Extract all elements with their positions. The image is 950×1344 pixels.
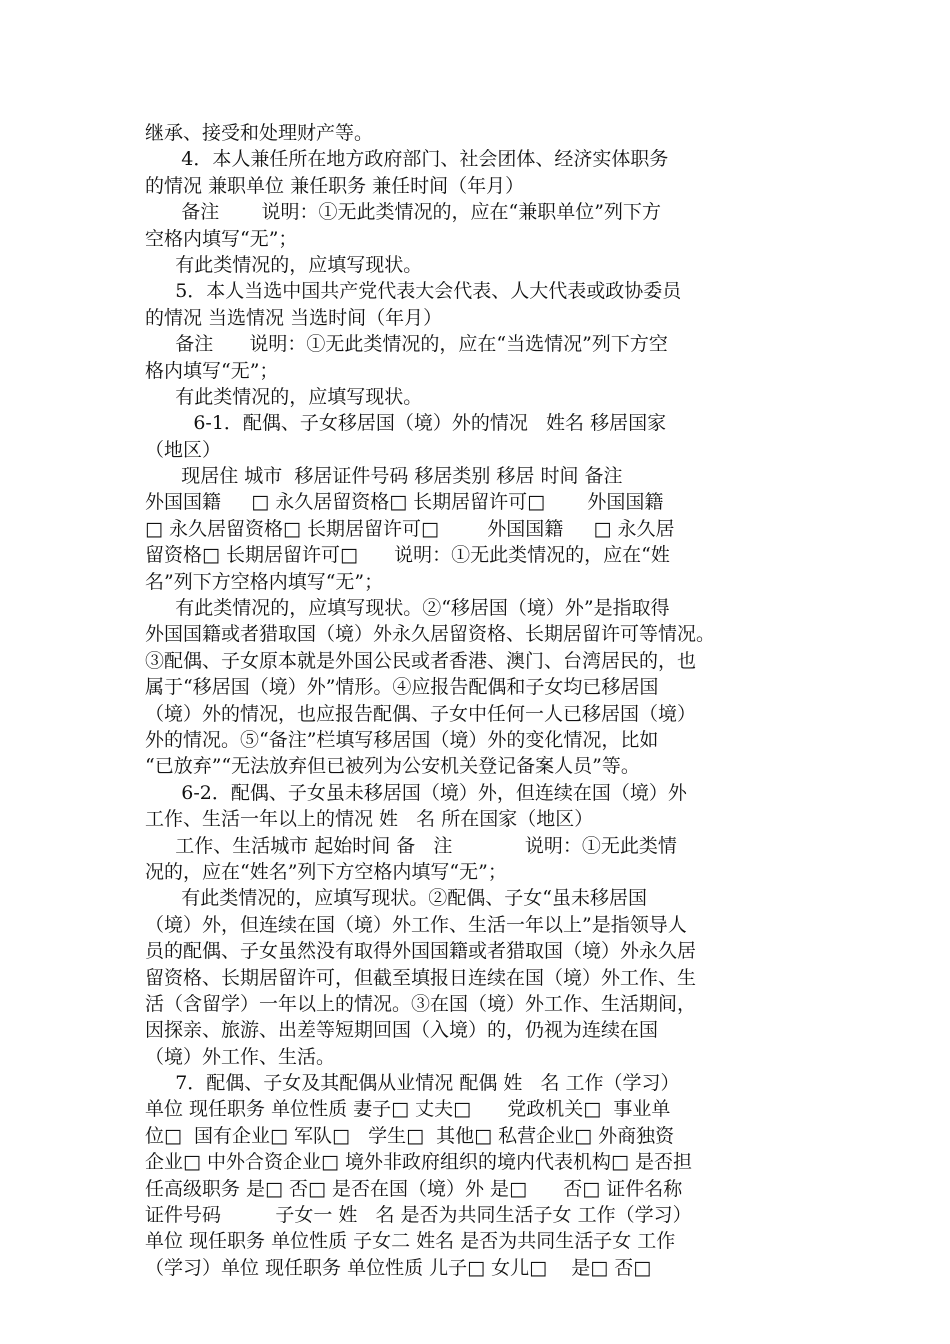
text-line: 留资格□ 长期居留许可□ 说明：①无此类情况的，应在“姓	[145, 544, 670, 567]
text-line: ③配偶、子女原本就是外国公民或者香港、澳门、台湾居民的，也	[145, 649, 697, 672]
text-line: □ 永久居留资格□ 长期居留许可□ 外国国籍 □ 永久居	[145, 517, 675, 540]
text-line: 外国国籍或者猎取国（境）外永久居留资格、长期居留许可等情况。	[145, 623, 716, 646]
text-line: 6-1．配偶、子女移居国（境）外的情况 姓名 移居国家	[145, 412, 667, 435]
text-line: 备注 说明：①无此类情况的，应在“当选情况”列下方空	[145, 333, 668, 356]
text-line: 外国国籍 □ 永久居留资格□ 长期居留许可□ 外国国籍	[145, 491, 664, 514]
text-line: 6-2．配偶、子女虽未移居国（境）外，但连续在国（境）外	[145, 781, 687, 804]
text-line: （境）外工作、生活。	[145, 1045, 336, 1068]
text-line: 的情况 兼职单位 兼任职务 兼任时间（年月）	[145, 174, 525, 197]
text-line: 现居住 城市 移居证件号码 移居类别 移居 时间 备注	[145, 465, 623, 488]
text-line: 备注 说明：①无此类情况的，应在“兼职单位”列下方	[145, 201, 661, 224]
text-line: 工作、生活城市 起始时间 备 注 说明：①无此类情	[145, 834, 677, 857]
text-line: 继承、接受和处理财产等。	[145, 122, 374, 144]
text-line: 活（含留学）一年以上的情况。③在国（境）外工作、生活期间，	[145, 992, 697, 1015]
text-line: 留资格、长期居留许可，但截至填报日连续在国（境）外工作、生	[145, 966, 697, 989]
text-line: 单位 现任职务 单位性质 妻子□ 丈夫□ 党政机关□ 事业单	[145, 1098, 671, 1121]
text-line: 员的配偶、子女虽然没有取得外国国籍或者猎取国（境）外永久居	[145, 940, 697, 963]
text-line: “已放弃”“无法放弃但已被列为公安机关登记备案人员”等。	[145, 755, 640, 778]
text-line: 外的情况。⑤“备注”栏填写移居国（境）外的变化情况，比如	[145, 728, 659, 751]
text-line: 有此类情况的，应填写现状。②“移居国（境）外”是指取得	[145, 597, 670, 620]
text-line: 4．本人兼任所在地方政府部门、社会团体、经济实体职务	[145, 148, 669, 171]
text-line: 工作、生活一年以上的情况 姓 名 所在国家（地区）	[145, 808, 594, 831]
text-line: 任高级职务 是□ 否□ 是否在国（境）外 是□ 否□ 证件名称	[145, 1177, 683, 1200]
document-body	[145, 120, 810, 1281]
text-line: （境）外，但连续在国（境）外工作、生活一年以上”是指领导人	[145, 913, 687, 936]
text-line: 7．配偶、子女及其配偶从业情况 配偶 姓 名 工作（学习）	[145, 1072, 680, 1095]
text-line: 名”列下方空格内填写“无”；	[145, 570, 384, 593]
text-line: （学习）单位 现任职务 单位性质 儿子□ 女儿□ 是□ 否□	[145, 1256, 652, 1279]
text-line: 因探亲、旅游、出差等短期回国（入境）的，仍视为连续在国	[145, 1019, 659, 1042]
text-line: 有此类情况的，应填写现状。	[145, 385, 423, 408]
text-line: 位□ 国有企业□ 军队□ 学生□ 其他□ 私营企业□ 外商独资	[145, 1124, 675, 1147]
text-line: 5．本人当选中国共产党代表大会代表、人大代表或政协委员	[145, 280, 682, 303]
text-line: 空格内填写“无”；	[145, 227, 298, 250]
text-line: 有此类情况的，应填写现状。②配偶、子女“虽未移居国	[145, 887, 647, 910]
text-line: （境）外的情况，也应报告配偶、子女中任何一人已移居国（境）	[145, 702, 697, 725]
text-line: 单位 现任职务 单位性质 子女二 姓名 是否为共同生活子女 工作	[145, 1230, 676, 1253]
text-line: （地区）	[145, 438, 222, 461]
text-line: 有此类情况的，应填写现状。	[145, 253, 423, 276]
text-line: 证件号码 子女一 姓 名 是否为共同生活子女 工作（学习）	[145, 1204, 692, 1227]
text-line: 属于“移居国（境）外”情形。④应报告配偶和子女均已移居国	[145, 676, 659, 699]
text-line: 况的，应在“姓名”列下方空格内填写“无”；	[145, 860, 507, 883]
text-line: 的情况 当选情况 当选时间（年月）	[145, 306, 443, 329]
text-line: 格内填写“无”；	[145, 359, 279, 382]
text-line: 企业□ 中外合资企业□ 境外非政府组织的境内代表机构□ 是否担	[145, 1151, 692, 1174]
